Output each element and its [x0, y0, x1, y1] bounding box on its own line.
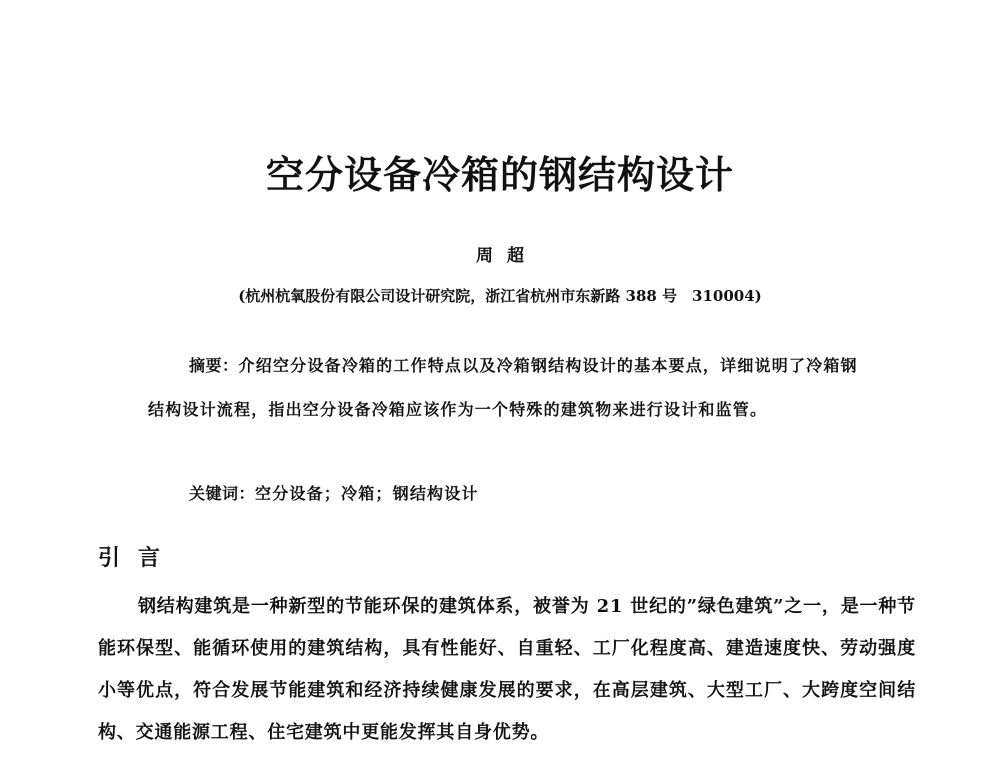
abstract-paragraph — [148, 344, 866, 432]
abstract-label: 摘要： — [189, 356, 239, 375]
section-heading-introduction: 引言 — [98, 546, 179, 571]
paper-author: 周超 — [476, 246, 538, 266]
keywords-line — [189, 481, 479, 504]
keywords-text: 空分设备；冷箱；钢结构设计 — [255, 484, 479, 503]
introduction-paragraph: 钢结构建筑是一种新型的节能环保的建筑体系，被誉为 21 世纪的”绿色建筑”之一，是一种节能环保型、能循环使用的建筑结构，具有性能好、自重轻、工厂化程度高、建造速度快、劳动强度小等优点，符合发展节能建筑和经济持续健康发展的要求，在高层建筑、大型工厂、大跨度空间结构、交通能源工程、住宅建筑中更能发挥其自身优势。 — [98, 596, 916, 743]
paper-title: 空分设备冷箱的钢结构设计 — [265, 152, 734, 197]
keywords-label: 关键词： — [189, 484, 256, 503]
paper-affiliation: (杭州杭氧股份有限公司设计研究院，浙江省杭州市东新路 388 号 310004) — [238, 287, 762, 305]
abstract-text: 介绍空分设备冷箱的工作特点以及冷箱钢结构设计的基本要点，详细说明了冷箱钢结构设计流程，指出空分设备冷箱应该作为一个特殊的建筑物来进行设计和监管。 — [148, 356, 858, 419]
